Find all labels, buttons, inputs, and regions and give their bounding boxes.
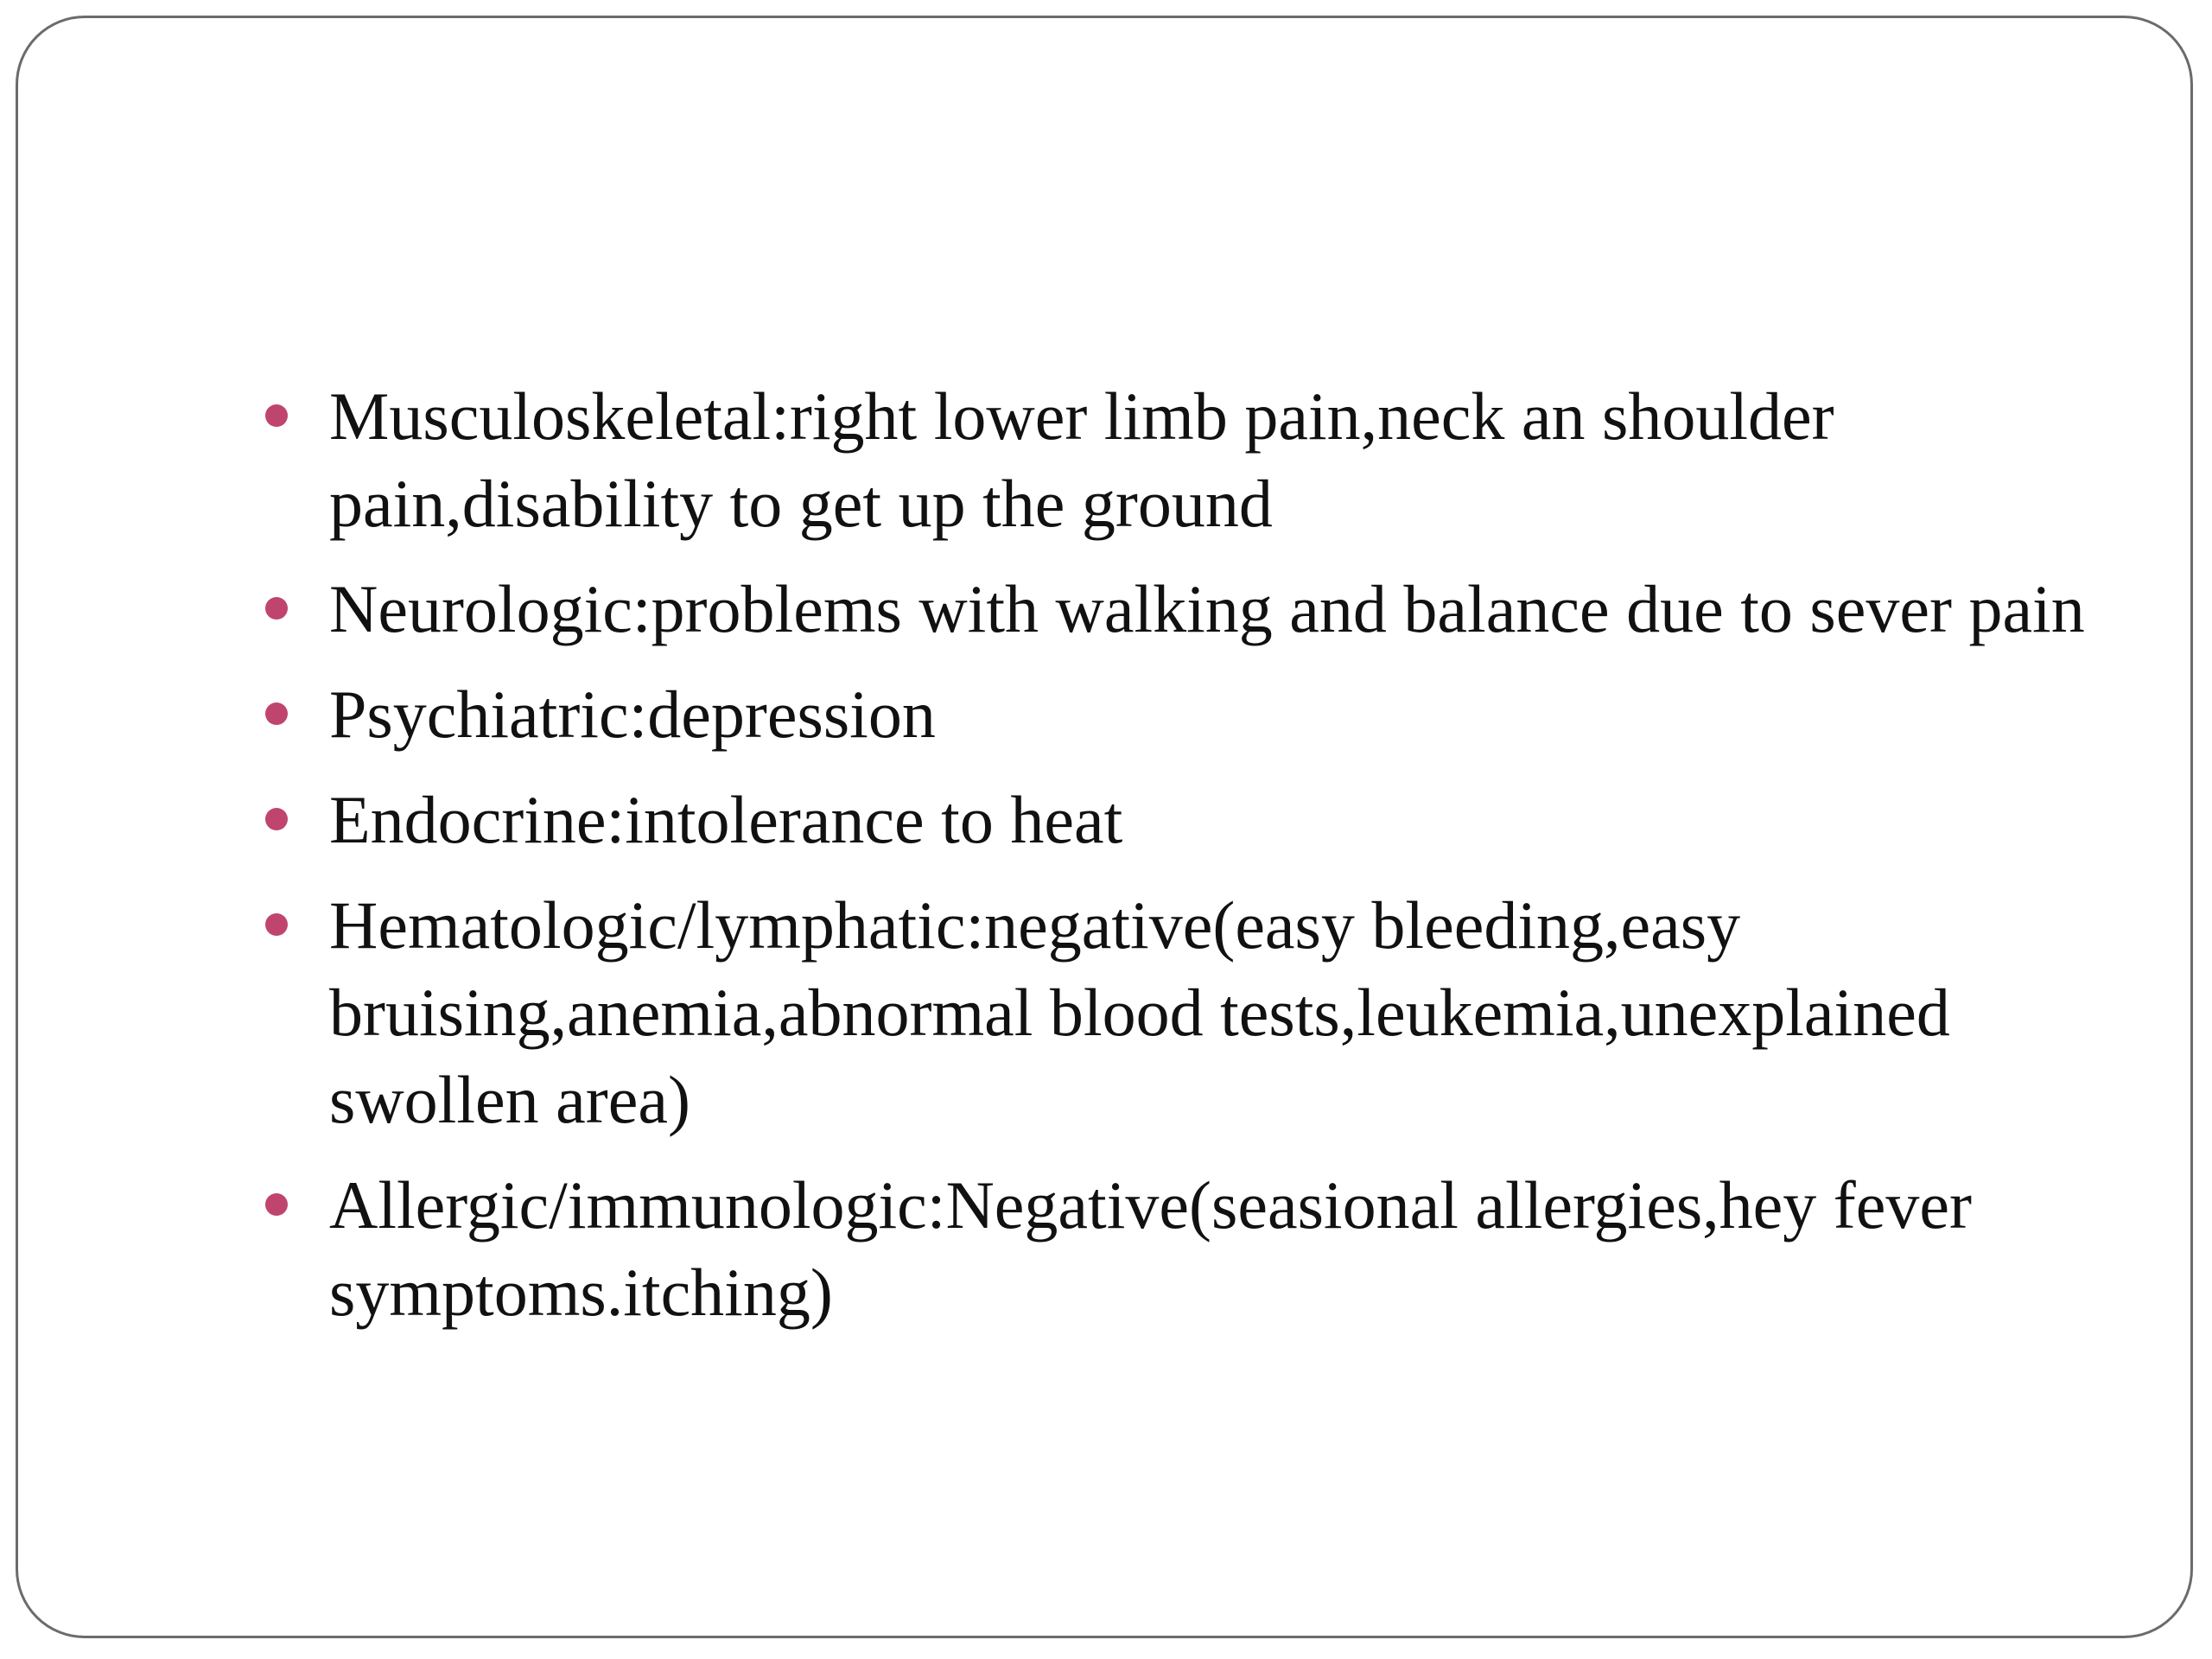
- bullet-text-psychiatric: Psychiatric:depression: [329, 677, 936, 752]
- bullet-text-endocrine: Endocrine:intolerance to heat: [329, 782, 1123, 857]
- slide-frame: [16, 16, 2193, 1638]
- list-item: [262, 372, 2111, 547]
- bullet-dot-icon: [265, 808, 288, 830]
- bullet-dot-icon: [265, 702, 288, 725]
- list-item: [262, 1161, 2111, 1336]
- bullet-text-allergic: Allergic/immunologic:Negative(seasional allergies,hey fever symptoms.itching): [329, 1167, 1972, 1330]
- list-item: [262, 671, 2111, 758]
- bullet-list: [262, 372, 2111, 1336]
- slide-content: [262, 372, 2111, 1354]
- list-item: [262, 881, 2111, 1143]
- bullet-dot-icon: [265, 913, 288, 936]
- list-item: [262, 776, 2111, 863]
- bullet-text-neurologic: Neurologic:problems with walking and balance due to sever pain: [329, 571, 2085, 646]
- bullet-text-musculoskeletal: Musculoskeletal:right lower limb pain,neck an shoulder pain,disability to get up the ground: [329, 378, 1834, 541]
- bullet-dot-icon: [265, 1193, 288, 1216]
- bullet-text-hematologic: Hematologic/lymphatic:negative(easy bleeding,easy bruising,anemia,abnormal blood tests,leukemia,unexplained swollen area): [329, 887, 1950, 1137]
- bullet-dot-icon: [265, 404, 288, 427]
- list-item: [262, 565, 2111, 652]
- bullet-dot-icon: [265, 597, 288, 620]
